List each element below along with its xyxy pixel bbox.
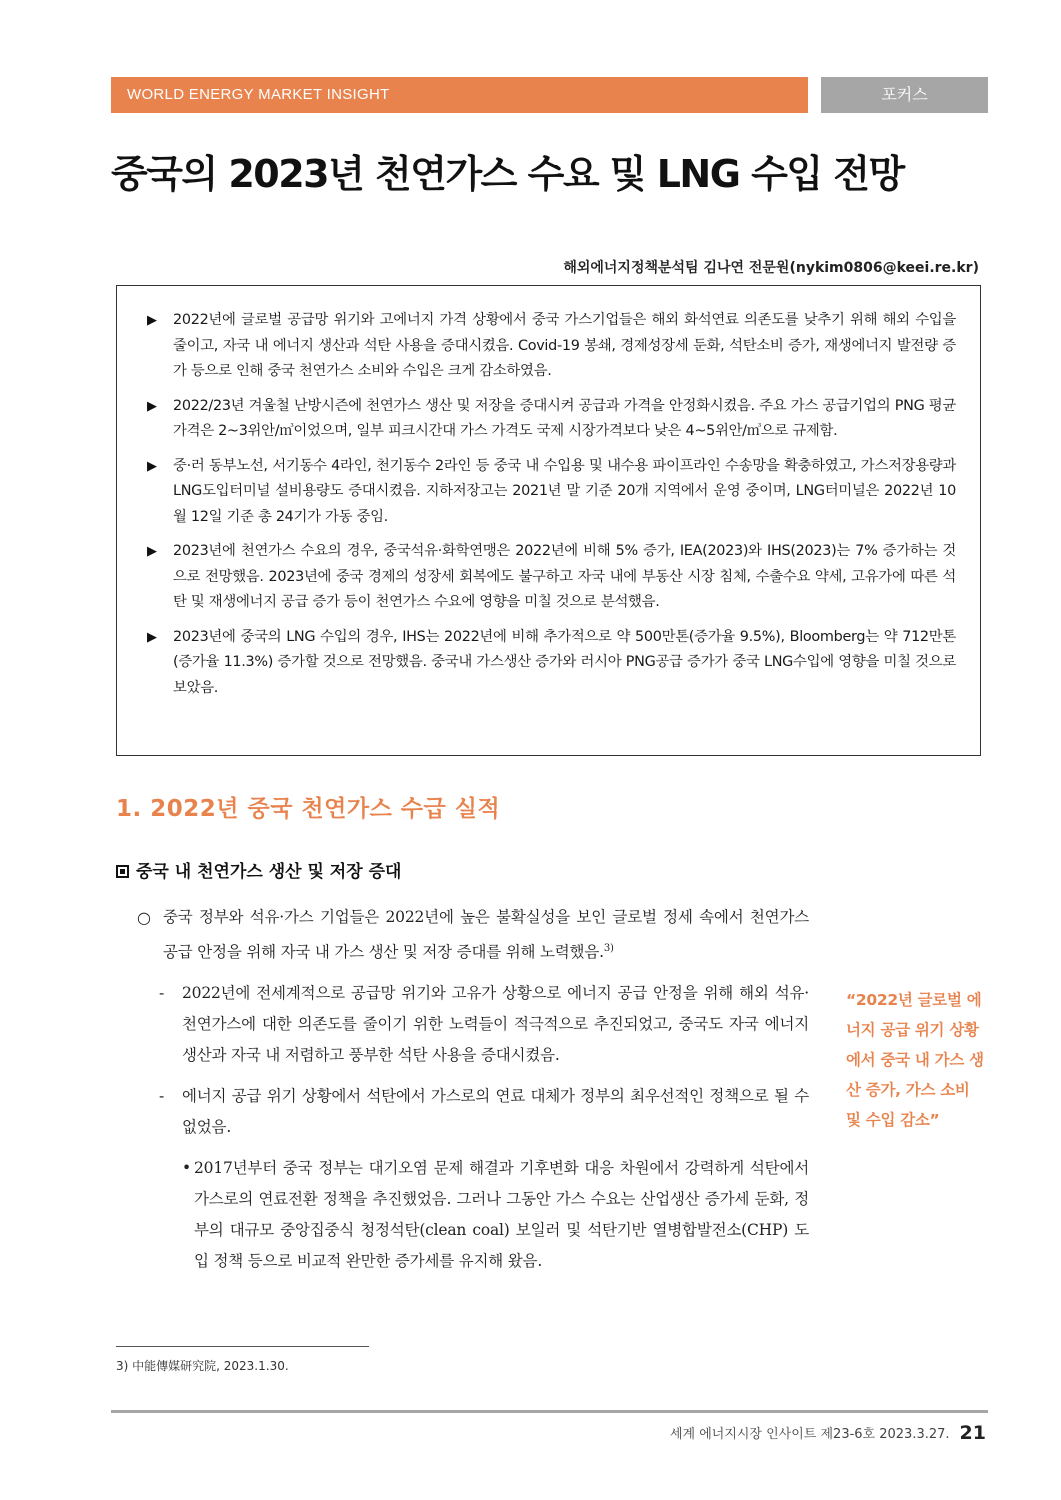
triangle-bullet-icon: ▶ — [147, 544, 157, 559]
dash-bullet-icon: - — [159, 984, 165, 1003]
footer-text: 세계 에너지시장 인사이트 제23-6호 2023.3.27. — [669, 1427, 950, 1442]
summary-item — [147, 539, 956, 616]
summary-item — [147, 308, 956, 385]
paragraph-text: 중국 정부와 석유·가스 기업들은 2022년에 높은 불확실성을 보인 글로벌 정세 속에서 천연가스 공급 안정을 위해 자국 내 가스 생산 및 저장 증대를 위해 노력했음. — [163, 908, 809, 962]
footnote: 3) 中能傳媒研究院, 2023.1.30. — [116, 1359, 289, 1373]
paragraph-dot — [182, 1153, 809, 1277]
paragraph-dash — [159, 1081, 809, 1143]
summary-text: 2022/23년 겨울철 난방시즌에 천연가스 생산 및 저장을 증대시켜 공급과 가격을 안정화시켰음. 주요 가스 공급기업의 PNG 평균 가격은 2~3위안/㎥이었으며, 일부 피크시간대 가스 가격도 국제 시장가격보다 낮은 4~5위안/㎥으로 규제함. — [173, 397, 956, 439]
circle-bullet-icon: ○ — [137, 908, 151, 927]
author-line: 해외에너지정책분석팀 김나연 전문원(nykim0806@keei.re.kr) — [563, 260, 979, 276]
summary-text: 2023년에 중국의 LNG 수입의 경우, IHS는 2022년에 비해 추가적으로 약 500만톤(증가율 9.5%), Bloomberg는 약 712만톤(증가율 11.3%) 증가할 것으로 전망했음. 중국내 가스생산 증가와 러시아 PNG공급 증가가 중국 LNG수입에 영향을 미칠 것으로 보았음. — [173, 628, 956, 696]
section-tag: 포커스 — [821, 77, 988, 113]
paragraph-text: 2022년에 전세계적으로 공급망 위기와 고유가 상황으로 에너지 공급 안정을 위해 해외 석유·천연가스에 대한 의존도를 줄이기 위한 노력들이 적극적으로 추진되었고, 중국도 자국 에너지 생산과 자국 내 저렴하고 풍부한 석탄 사용을 증대시켰음. — [182, 984, 809, 1065]
series-banner: WORLD ENERGY MARKET INSIGHT — [111, 77, 808, 113]
paragraph-text: 에너지 공급 위기 상황에서 석탄에서 가스로의 연료 대체가 정부의 최우선적인 정책으로 될 수 없었음. — [182, 1087, 809, 1137]
triangle-bullet-icon: ▶ — [147, 313, 157, 328]
section-heading: 1. 2022년 중국 천연가스 수급 실적 — [116, 796, 501, 822]
summary-box — [116, 285, 981, 756]
summary-text: 2023년에 천연가스 수요의 경우, 중국석유·화학연맹은 2022년에 비해 5% 증가, IEA(2023)와 IHS(2023)는 7% 증가하는 것으로 전망했음. 2023년에 중국 경제의 성장세 회복에도 불구하고 자국 내에 부동산 시장 침체, 수출수요 약세, 고유가에 따른 석탄 및 재생에너지 공급 증가 등이 천연가스 수요에 영향을 미칠 것으로 분석했음. — [173, 543, 956, 610]
footnote-ref[interactable]: 3) — [603, 943, 614, 954]
subsection-heading-text: 중국 내 천연가스 생산 및 저장 증대 — [136, 862, 402, 882]
triangle-bullet-icon: ▶ — [147, 398, 157, 414]
dash-bullet-icon: - — [159, 1087, 165, 1106]
subsection-heading — [116, 857, 401, 882]
paragraph-dash — [159, 978, 809, 1071]
footer-divider — [111, 1410, 988, 1413]
body-text — [137, 902, 809, 1277]
paragraph-circle — [137, 902, 809, 968]
dot-bullet-icon: • — [182, 1159, 191, 1178]
triangle-bullet-icon: ▶ — [147, 629, 157, 645]
square-bullet-icon — [116, 865, 129, 878]
summary-item — [147, 625, 956, 702]
page-title: 중국의 2023년 천연가스 수요 및 LNG 수입 전망 — [111, 152, 904, 196]
summary-item — [147, 454, 956, 531]
summary-text: 2022년에 글로벌 공급망 위기와 고에너지 가격 상황에서 중국 가스기업들은 해외 화석연료 의존도를 낮추기 위해 해외 수입을 줄이고, 자국 내 에너지 생산과 석탄 사용을 증대시켰음. Covid-19 봉쇄, 경제성장세 둔화, 석탄소비 증가, 재생에너지 발전량 증가 등으로 인해 중국 천연가스 소비와 수입은 크게 감소하였음. — [173, 312, 956, 379]
summary-text: 중·러 동부노선, 서기동수 4라인, 천기동수 2라인 등 중국 내 수입용 및 내수용 파이프라인 수송망을 확충하였고, 가스저장용량과 LNG도입터미널 설비용량도 증대시켰음. 지하저장고는 2021년 말 기준 20개 지역에서 운영 중이며, LNG터미널은 2022년 10월 12일 기준 총 24기가 가동 중임. — [173, 457, 956, 525]
footnote-divider — [116, 1346, 369, 1347]
page-number: 21 — [959, 1422, 986, 1444]
page-footer — [670, 1422, 986, 1444]
triangle-bullet-icon: ▶ — [147, 458, 157, 474]
summary-item — [147, 394, 956, 445]
pull-quote: “2022년 글로벌 에너지 공급 위기 상황에서 중국 내 가스 생산 증가, 가스 소비 및 수입 감소” — [846, 991, 984, 1129]
paragraph-text: 2017년부터 중국 정부는 대기오염 문제 해결과 기후변화 대응 차원에서 강력하게 석탄에서 가스로의 연료전환 정책을 추진했었음. 그러나 그동안 가스 수요는 산업생산 증가세 둔화, 정부의 대규모 중앙집중식 청정석탄(clean coal) 보일러 및 석탄기반 열병합발전소(CHP) 도입 정책 등으로 비교적 완만한 증가세를 유지해 왔음. — [194, 1159, 809, 1271]
